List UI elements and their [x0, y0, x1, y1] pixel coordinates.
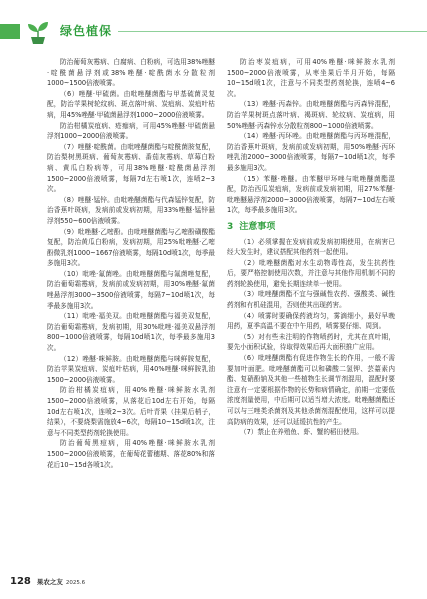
section-number: 3 — [227, 221, 234, 232]
paragraph: （9）吡唑醚·乙嘧酚。由吡唑醚菌酯与乙嘧酚磺酸酯复配，防治黄瓜白粉病，发病初期，用25%吡唑醚·乙嘧酚微乳剂1000~1667倍液喷雾，每隔10d喷1次，每季最多施用3次。 — [47, 227, 215, 268]
paragraph: 防治葡萄灰霉病、白腐病、白粉病，可选用38%唑醚·啶酰菌悬浮剂或38%唑醚·啶酰菌水分散粒剂1000~1500倍液喷雾。 — [47, 58, 215, 88]
paragraph: （3）吡唑醚菌酯不宜与强碱性农药、强酸类、碱性药剂和有机硅混用，否则使其出现药害。 — [227, 290, 395, 310]
paragraph: （10）吡唑·氟菌唑。由吡唑醚菌酯与氟菌唑复配，防治葡萄霜霉病，发病前或发病初期，用30%唑醚·氟菌唑悬浮剂3000~3500倍液喷雾，每隔7~10d喷1次，每季最多施用3次。 — [47, 269, 215, 310]
paragraph: （4）喷雾时要确保药液均匀，雾滴细小，最好早晚用药，夏季高温不要在中午用药，喷雾要仔细、周到。 — [227, 311, 395, 331]
seedling-pot-icon — [26, 19, 50, 45]
right-column-bottom — [227, 237, 395, 438]
paragraph: （6）唑醚·甲硫菌。由吡唑醚菌酯与甲基硫菌灵复配，防治苹果树轮纹病、斑点落叶病、炭疽病、炭疽叶枯病，用45%唑醚·甲硫菌悬浮剂1000~2000倍液喷雾。 — [47, 89, 215, 119]
header-color-block — [0, 24, 20, 39]
section-heading — [227, 222, 395, 233]
paragraph: （6）吡唑醚菌酯有促进作物生长的作用，一般不需要加叶面肥。吡唑醚菌酯可以和磷酸二氢钾、芸薹素内酯、复硝酚钠及其他一些植物生长调节剂混用，混配时要注意有一定要根据作物的长势和病情确定，前期一定要低浓度剂量使用，中后期可以适当增大浓度。吡唑醚菌酯还可以与三唑类杀菌剂及其他杀菌剂混配使用，这样可以提高防病的效果，还可以延缓抗性的产生。 — [227, 354, 395, 426]
paragraph: （11）吡唑·福美双。由吡唑醚菌酯与福美双复配，防治葡萄霜霉病，发病初期，用30%吡唑·福美双悬浮剂800~1000倍液喷雾，每隔10d喷1次，每季最多施用3次。 — [47, 312, 215, 353]
section-category-title: 绿色植保 — [60, 24, 113, 38]
page-number: 128 — [10, 576, 31, 587]
paragraph: （1）必须掌握在发病前或发病初期使用，在病害已经大发生时，建议搭配其他药剂一起使用。 — [227, 237, 395, 257]
paragraph: （5）对有些未注明的作物喷药时，尤其在真叶期，要先小面积试验，待取得效果后再大面积推广应用。 — [227, 332, 395, 352]
paragraph: （12）唑醚·咪鲜胺。由吡唑醚菌酯与咪鲜胺复配，防治苹果炭疽病、炭疽叶枯病，用40%唑醚·咪鲜胺乳油1500~2000倍液喷雾。 — [47, 354, 215, 384]
left-column — [47, 57, 215, 470]
page-footer — [10, 576, 85, 587]
section-title: 注意事项 — [239, 221, 276, 232]
paragraph: （7）禁止在养殖鱼、虾、蟹的稻田使用。 — [240, 428, 363, 437]
page-header — [0, 0, 427, 50]
paragraph: （7）唑醚·啶酰菌。由吡唑醚菌酯与啶酰菌胺复配，防治梨树黑斑病、葡萄灰霉病、番茄灰霉病、草莓白粉病、黄瓜白粉病等，可用38%唑醚·啶酰菌悬浮剂1500~2000倍液喷雾，每隔7d左右喷1次，连喷2~3次。 — [47, 142, 215, 194]
paragraph: 防治葡萄黑痘病，用40%唑醚·咪鲜胺水乳剂1500~2000倍液喷雾，在葡萄花蕾穗期、落花80%和落花后10~15d各喷1次。 — [47, 439, 215, 469]
paragraph: （8）唑醚·锰锌。由吡唑醚菌酯与代森锰锌复配，防治香蕉叶斑病，发病前或发病初期，用33%唑醚·锰锌悬浮剂550~600倍液喷雾。 — [47, 195, 215, 225]
header-divider — [118, 31, 427, 32]
right-column-top — [227, 57, 395, 216]
paragraph: 防治柑橘炭疽病，用40%唑醚·咪鲜胺水乳剂1500~2000倍液喷雾，从落花后10d左右开始，每隔10d左右喷1次，连喷2~3次。后叶青果（挂果后梢子，结果），不要烧梨需施放4~6次，每隔10~15d喷1次，注意与不同类型药剂轮换使用。 — [47, 386, 215, 437]
paragraph: （15）苯醚·唑醚。由苯醚甲环唑与吡唑醚菌酯混配，防治西瓜炭疽病，发病前或发病初期，用27%苯醚·吡唑醚悬浮剂2000~3000倍液喷雾，每隔7~10d左右喷1次，每季最多施用3次。 — [227, 174, 395, 215]
issue-number: 2025.6 — [65, 580, 86, 586]
paragraph: 防治柑橘炭疽病、疮痂病，可用45%唑醚·甲硫菌悬浮剂1000~2000倍液喷雾。 — [47, 121, 215, 141]
right-column — [227, 57, 395, 438]
paragraph: （13）唑醚·丙森锌。由吡唑醚菌酯与丙森锌混配，防治苹果树斑点落叶病、褐斑病、轮纹病、炭疽病，用50%唑醚·丙森锌水分散粒剂800~1000倍液喷雾。 — [227, 100, 395, 130]
paragraph: 防治枣炭疽病，可用40%唑醚·咪鲜胺水乳剂1500~2000倍液喷雾，从枣坐果后半月开始，每隔10~15d喷1次，注意与不同类型药剂轮换，连喷4~6次。 — [227, 58, 395, 98]
magazine-name: 果农之友 — [36, 578, 63, 586]
paragraph: （14）唑醚·丙环唑。由吡唑醚菌酯与丙环唑混配，防治香蕉叶斑病，发病前或发病初期，用50%唑醚·丙环唑乳油2000~3000倍液喷雾，每隔7~10d喷1次，每季最多施用3次。 — [227, 132, 395, 172]
paragraph: （2）吡唑醚菌酯对水生动物毒性高，发生抗药性后，要严格控制使用次数，并注意与其他作用机制不同的药剂轮换使用，避免长期连续单一使用。 — [227, 258, 395, 288]
